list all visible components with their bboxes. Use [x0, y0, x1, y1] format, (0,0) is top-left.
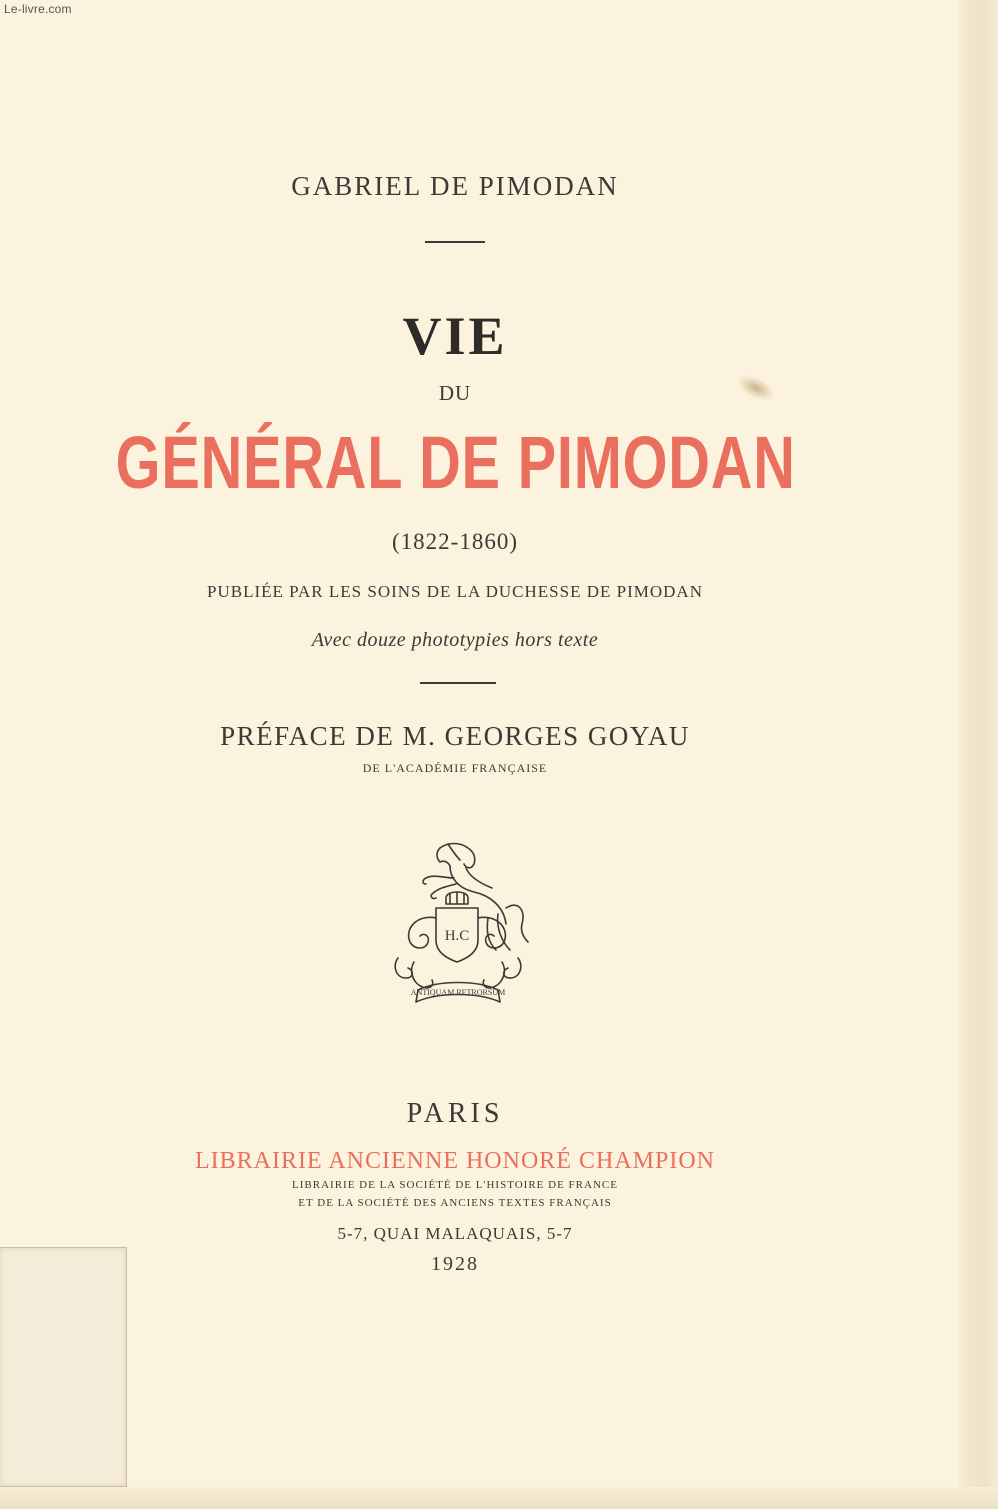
preface-credit: PRÉFACE DE M. GEORGES GOYAU: [220, 721, 690, 751]
watermark: Le-livre.com: [4, 2, 72, 16]
crest-monogram: H.C: [444, 928, 470, 944]
library-label-patch: [0, 1247, 127, 1487]
title-main: GÉNÉRAL DE PIMODAN: [115, 421, 796, 504]
title-line-2: DU: [438, 381, 472, 405]
divider-rule: [425, 241, 485, 243]
imprint-publisher: LIBRAIRIE ANCIENNE HONORÉ CHAMPION: [195, 1148, 715, 1174]
imprint-address: 5-7, QUAI MALAQUAIS, 5-7: [337, 1224, 573, 1243]
page-edge-right: [958, 0, 998, 1509]
imprint-city: PARIS: [406, 1098, 504, 1129]
rearing-horse-crest-icon: [378, 838, 538, 1013]
crest-motto: ANTIQUAM RETRORSUM: [410, 988, 506, 997]
imprint-year: 1928: [431, 1253, 479, 1275]
imprint-affiliation-2: ET DE LA SOCIÉTÉ DES ANCIENS TEXTES FRANÇAIS: [298, 1197, 612, 1209]
preface-affiliation: DE L'ACADÉMIE FRANÇAISE: [362, 761, 548, 775]
publisher-note: PUBLIÉE PAR LES SOINS DE LA DUCHESSE DE PIMODAN: [207, 582, 703, 601]
title-line-1: VIE: [402, 306, 508, 366]
illustrations-note: Avec douze phototypies hors texte: [311, 629, 599, 651]
page-edge-bottom: [0, 1487, 998, 1509]
divider-rule: [420, 682, 496, 684]
title-years: (1822-1860): [392, 529, 518, 554]
imprint-affiliation-1: LIBRAIRIE DE LA SOCIÉTÉ DE L'HISTOIRE DE FRANCE: [292, 1179, 618, 1191]
author-name: GABRIEL DE PIMODAN: [291, 171, 619, 201]
